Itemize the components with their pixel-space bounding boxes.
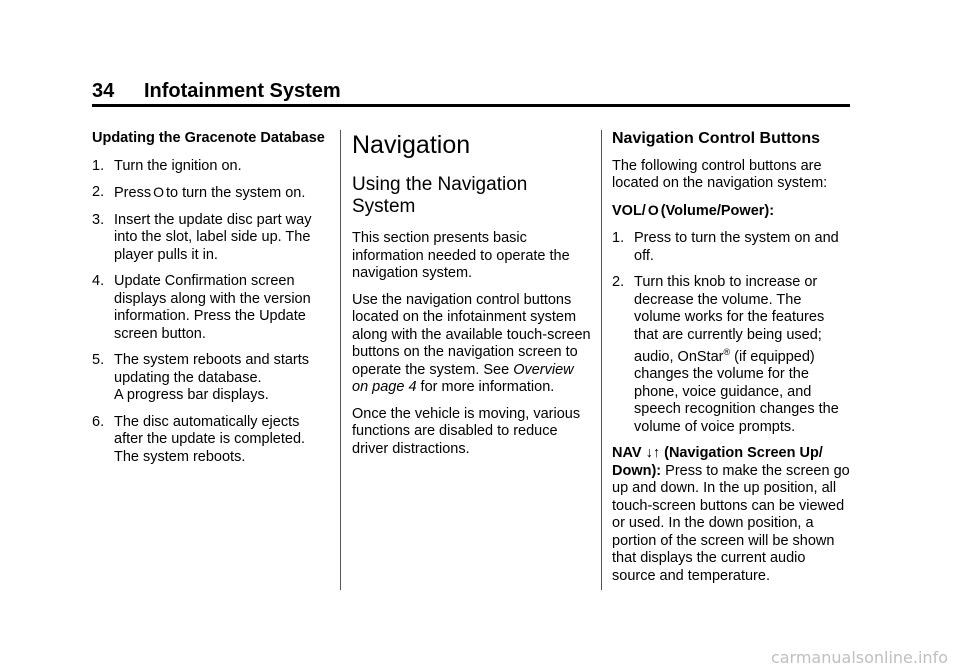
navigation-title: Navigation [352,131,471,159]
overview-link[interactable]: Overview on page 4 [352,361,574,395]
list-item: 1. Press to turn the system on and off. [612,230,839,264]
gracenote-steps [92,158,330,467]
vol-steps [612,230,852,436]
list-item: 2. Press O to turn the system on. [92,184,306,201]
column-divider [340,130,341,590]
column-divider [601,130,602,590]
control-buttons-column [612,130,852,594]
list-item: 3. Insert the update disc part way into the slot, label side up. The player pulls it in. [92,211,312,263]
nav-button-description: NAV ↓↑ (Navigation Screen Up/ Down): Press to make the screen go up and down. In the up position, all touch-screen buttons can be viewed or used. In the down position, a portion of the screen will be shown that displays the current audio source and temperature. [612,445,850,584]
gracenote-heading: Updating the Gracenote Database [92,130,325,146]
list-item: 2. Turn this knob to increase or decrease the volume. The volume works for the features that are currently being used; audio, OnStar® (if equipped) changes the volume for the phone, voice guidance, and speech recognition changes the volume of voice prompts. [612,274,839,435]
paragraph: Once the vehicle is moving, various functions are disabled to reduce driver distractions. [352,405,581,457]
paragraph: This section presents basic information needed to operate the navigation system. [352,230,570,281]
vol-label: VOL/ O (Volume/Power): [612,201,775,219]
list-item: 6. The disc automatically ejects after the update is completed. The system reboots. [92,413,306,465]
arrow-up-down-icon: ↓↑ [645,445,661,462]
list-item: 5. The system reboots and starts updating the database. A progress bar displays. [92,352,310,403]
power-icon: O [647,201,659,218]
list-item: 1. Turn the ignition on. [92,157,242,174]
page-header [92,80,850,107]
navigation-column [352,130,592,467]
paragraph: The following control buttons are located on the navigation system: [612,157,828,191]
paragraph: Use the navigation control buttons located on the infotainment system along with the available touch-screen buttons on the navigation screen to operate the system. See Overview on page 4 for more information. [352,291,591,395]
list-item: 4. Update Confirmation screen displays along with the version information. Press the Update screen button. [92,273,311,342]
power-icon: O [153,184,164,200]
navigation-subtitle: Using the Navigation System [352,174,528,217]
gracenote-column [92,130,330,475]
section-title: Infotainment System [144,80,341,102]
watermark: carmanualsonline.info [770,648,948,667]
page-number: 34 [92,80,115,102]
control-buttons-title: Navigation Control Buttons [612,130,820,147]
